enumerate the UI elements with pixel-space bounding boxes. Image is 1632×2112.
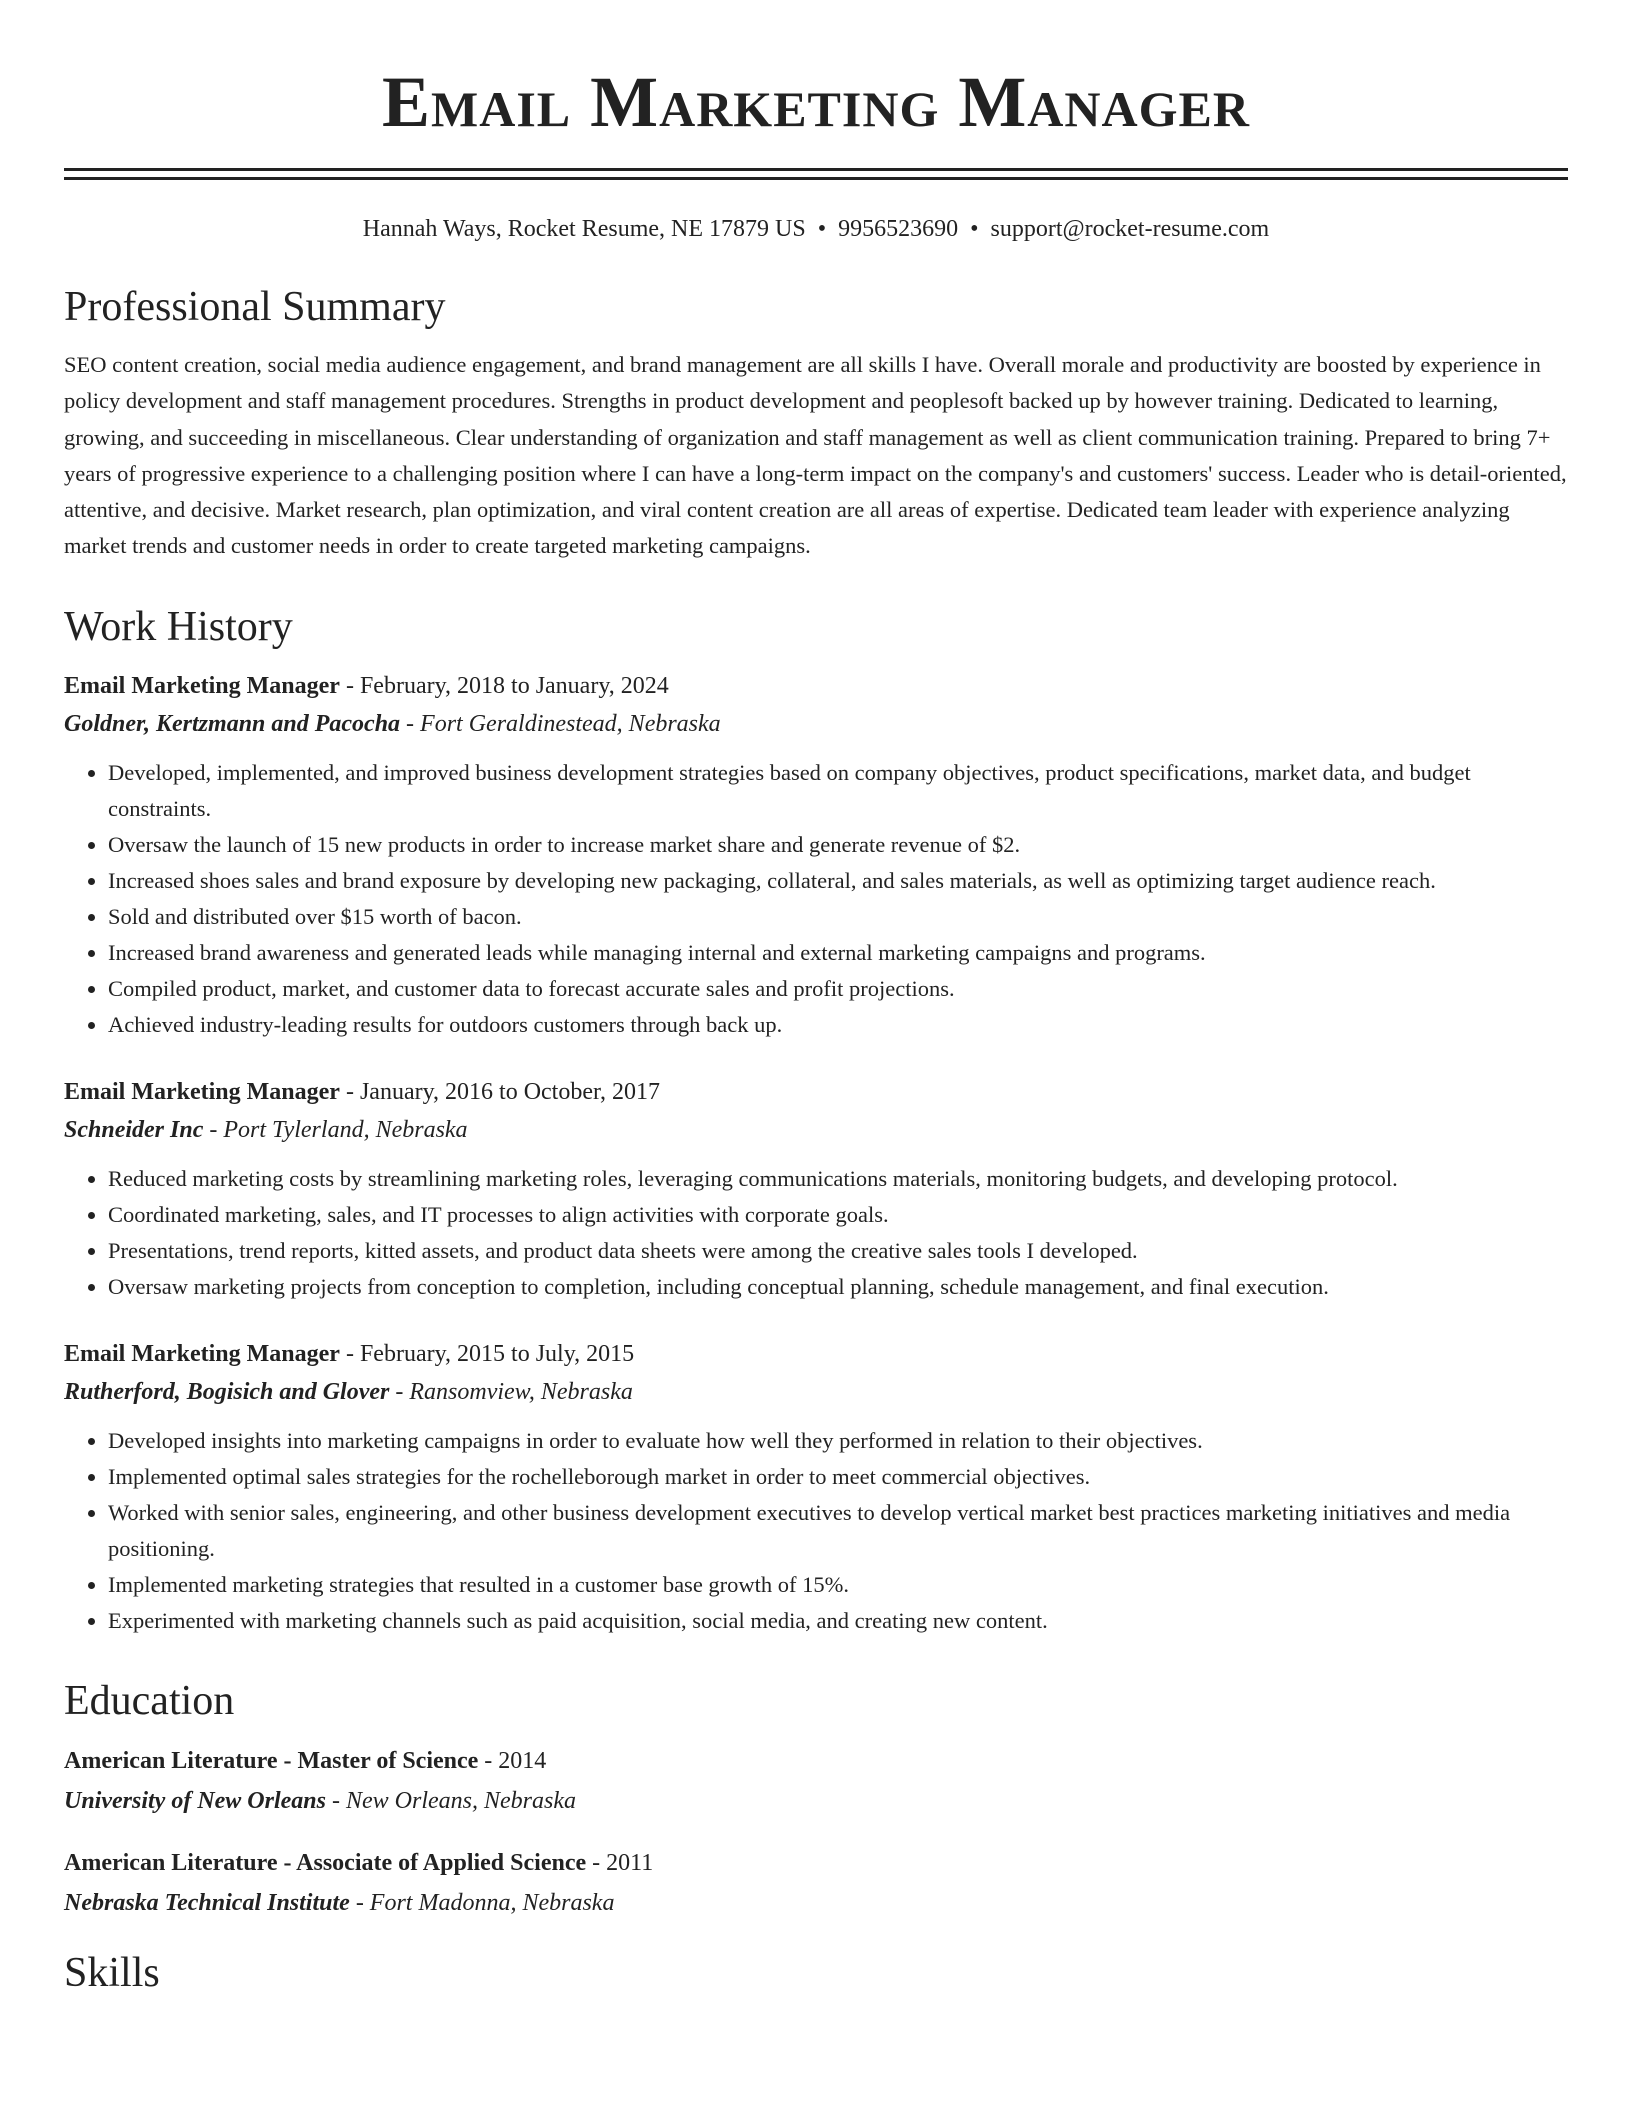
job-header [64,667,1568,705]
education-degree: American Literature - Associate of Applied Science [64,1849,587,1876]
job-location: - Port Tylerland, Nebraska [203,1116,468,1143]
education-school: University of New Orleans [64,1787,326,1814]
contact-separator: • [817,216,827,242]
job-dates: - January, 2016 to October, 2017 [339,1078,661,1105]
job-bullet: • Oversaw marketing projects from conception to completion, including conceptual planning, schedule management, and final execution. [108,1269,1568,1305]
job-bullets [64,755,1568,1043]
job-entry [64,1335,1568,1639]
job-location: - Fort Geraldinestead, Nebraska [400,710,721,737]
contact-address: Hannah Ways, Rocket Resume, NE 17879 US [362,216,806,242]
job-header [64,1073,1568,1111]
contact-line [64,213,1568,245]
job-header [64,1335,1568,1373]
job-entry [64,1073,1568,1305]
job-role: Email Marketing Manager [64,672,340,699]
education-header [64,1741,1568,1781]
education-institution [64,1883,1568,1923]
title-divider [64,168,1568,171]
education-degree: American Literature - Master of Science [64,1747,479,1774]
job-bullet: • Implemented marketing strategies that resulted in a customer base growth of 15%. [108,1567,1568,1603]
job-company: Rutherford, Bogisich and Glover [64,1378,390,1405]
education-year: - 2014 [478,1747,547,1774]
job-entry [64,667,1568,1043]
summary-heading: Professional Summary [64,284,446,330]
job-role: Email Marketing Manager [64,1340,340,1367]
contact-separator: • [970,216,979,242]
education-location: - Fort Madonna, Nebraska [349,1889,615,1916]
resume-content [64,0,1568,2013]
job-bullet: • Presentations, trend reports, kitted assets, and product data sheets were among the creative sales tools I developed. [108,1233,1568,1269]
work-history-heading: Work History [64,603,293,650]
job-bullet: • Developed, implemented, and improved business development strategies based on company objectives, product specifications, market data, and budget constraints. [108,755,1568,827]
job-bullet: • Developed insights into marketing campaigns in order to evaluate how well they performed in relation to their objectives. [108,1423,1568,1459]
job-company: Schneider Inc [64,1116,204,1143]
job-bullets [64,1423,1568,1639]
job-bullet: • Coordinated marketing, sales, and IT processes to align activities with corporate goals. [108,1197,1568,1233]
education-year: - 2011 [586,1849,654,1876]
education-header [64,1843,1568,1883]
job-dates: - February, 2015 to July, 2015 [339,1340,635,1367]
job-bullet: • Implemented optimal sales strategies for the rochelleborough market in order to meet commercial objectives. [108,1459,1568,1495]
contact-email: support@rocket-resume.com [990,216,1270,242]
job-bullet: • Increased brand awareness and generated leads while managing internal and external marketing campaigns and programs. [108,935,1568,971]
contact-phone: 9956523690 [838,216,959,242]
education-heading: Education [64,1677,235,1724]
job-employer [64,1111,1568,1149]
skills-heading: Skills [64,1949,160,1996]
education-school: Nebraska Technical Institute [64,1889,350,1916]
job-company: Goldner, Kertzmann and Pacocha [64,710,401,737]
job-bullets [64,1161,1568,1305]
job-employer [64,705,1568,743]
education-institution [64,1781,1568,1821]
education-entry [64,1843,1568,1923]
job-bullet: • Reduced marketing costs by streamlining marketing roles, leveraging communications materials, monitoring budgets, and developing protocol. [108,1161,1568,1197]
title-divider-secondary [64,177,1568,180]
summary-text: SEO content creation, social media audience engagement, and brand management are all skills I have. Overall morale and productivity are boosted by experience in policy development and staff management procedures. Strengths in product development and peoplesoft backed up by however training. Dedicated to learning, growing, and succeeding in miscellaneous. Clear understanding of organization and staff management as well as client communication training. Prepared to bring 7+ years of progressive experience to a challenging position where I can have a long-term impact on the company's and customers' success. Leader who is detail-oriented, attentive, and decisive. Market research, plan optimization, and viral content creation are all areas of expertise. Dedicated team leader with experience analyzing market trends and customer needs in order to create targeted marketing campaigns. [64,352,1567,559]
education-location: - New Orleans, Nebraska [325,1787,576,1814]
job-role: Email Marketing Manager [64,1078,340,1105]
job-dates: - February, 2018 to January, 2024 [339,672,669,699]
job-bullet: • Oversaw the launch of 15 new products in order to increase market share and generate revenue of $2. [108,827,1568,863]
education-entry [64,1741,1568,1821]
job-bullet: • Achieved industry-leading results for outdoors customers through back up. [108,1007,1568,1043]
job-location: - Ransomview, Nebraska [389,1378,633,1405]
job-bullet: • Increased shoes sales and brand exposure by developing new packaging, collateral, and sales materials, as well as optimizing target audience reach. [108,863,1568,899]
job-bullet: • Worked with senior sales, engineering, and other business development executives to develop vertical market best practices marketing initiatives and media positioning. [108,1495,1568,1567]
resume-title: Email Marketing Manager [382,62,1250,142]
job-bullet: • Sold and distributed over $15 worth of bacon. [108,899,1568,935]
job-employer [64,1373,1568,1411]
job-bullet: • Compiled product, market, and customer data to forecast accurate sales and profit projections. [108,971,1568,1007]
job-bullet: • Experimented with marketing channels such as paid acquisition, social media, and creating new content. [108,1603,1568,1639]
